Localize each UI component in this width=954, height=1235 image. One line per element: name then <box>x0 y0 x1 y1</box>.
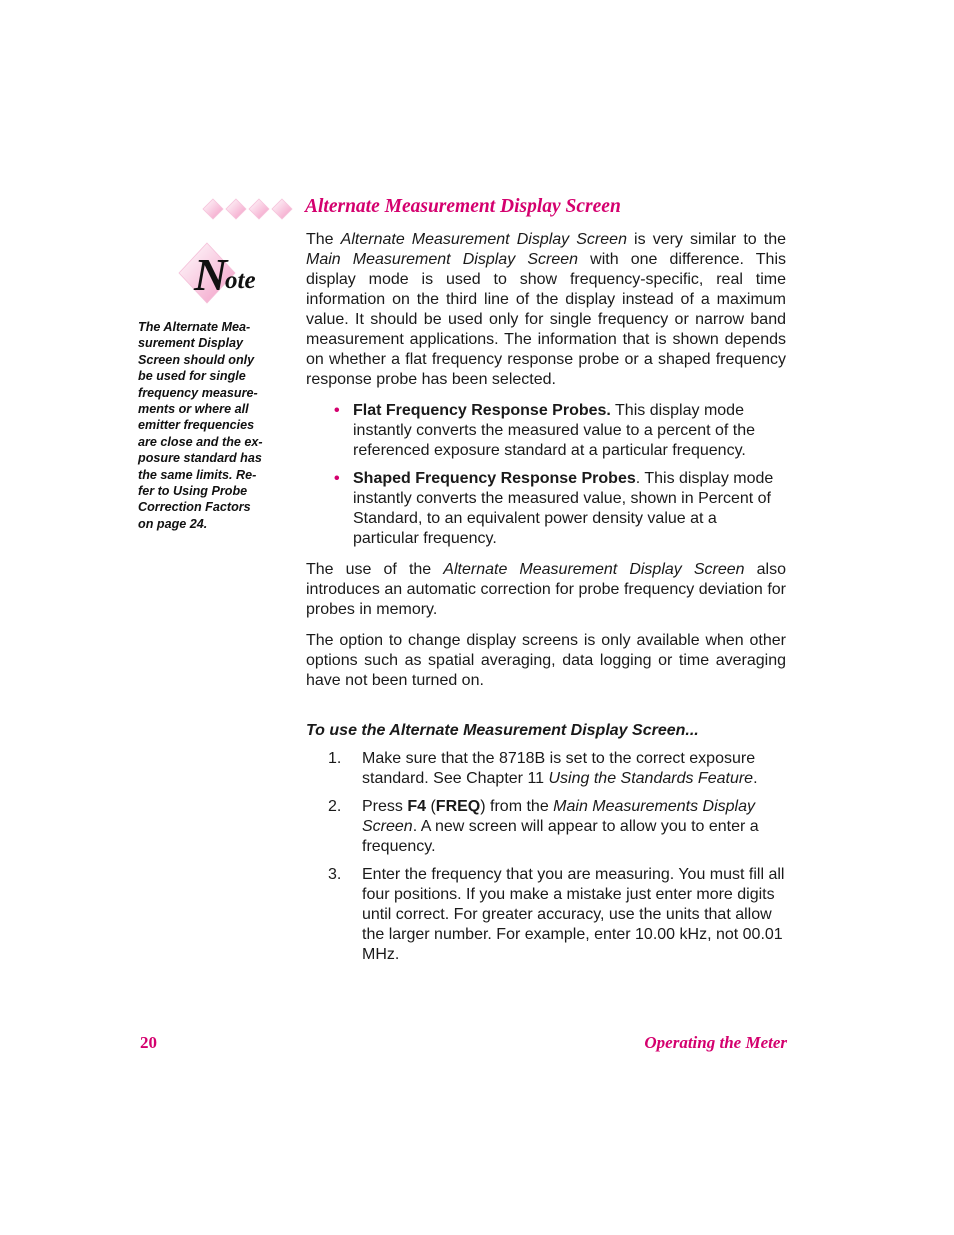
procedure-title: To use the Alternate Measurement Display Screen... <box>306 722 699 739</box>
note-logo-letter: N <box>194 249 228 300</box>
main-content <box>306 230 786 965</box>
note-line: are close and the ex- <box>138 434 263 449</box>
note-line: fer to Using Probe <box>138 484 248 499</box>
note-line: the same limits. Re- <box>138 467 257 482</box>
note-line: ments or where all <box>138 402 249 417</box>
page-number: 20 <box>140 1033 157 1052</box>
procedure-step-1: 1. Make sure that the 8718B is set to the correct exposure standard. See Chapter 11 Using the Standards Feature. <box>328 750 758 787</box>
note-sidebar-text <box>138 319 280 532</box>
note-line: Screen should only <box>138 352 255 367</box>
note-logo-icon <box>176 240 272 306</box>
note-line: posure standard has <box>138 451 262 466</box>
note-line: on page 24. <box>138 516 208 531</box>
bullet-shaped-probes: • Shaped Frequency Response Probes. This display mode instantly converts the measured value, shown in Percent of Standard, to an equivalent power density value at a particular frequency. <box>334 470 774 547</box>
section-title: Alternate Measurement Display Screen <box>305 196 621 217</box>
bullet-marker: • <box>334 470 340 487</box>
note-logo-rest: ote <box>225 267 256 294</box>
note-line: surement Display <box>138 336 243 351</box>
procedure-step-2: 2. Press F4 (FREQ) from the Main Measurements Display Screen. A new screen will appear to allow you to enter a frequency. <box>328 798 759 855</box>
chapter-title: Operating the Meter <box>644 1033 787 1052</box>
bullet-flat-probes: • Flat Frequency Response Probes. This display mode instantly converts the measured value to a percent of the referenced exposure standard at a particular frequency. <box>334 402 756 459</box>
correction-paragraph: The use of the Alternate Measurement Display Screen also introduces an automatic correction for probe frequency deviation for probes in memory. <box>306 561 787 618</box>
note-line: emitter frequencies <box>138 418 255 433</box>
note-line: The Alternate Mea- <box>138 320 251 334</box>
intro-paragraph: The Alternate Measurement Display Screen is very similar to the Main Measurement Display Screen with one difference. This display mode is used to show frequency-specific, real time information on the third line of the display instead of a maximum value. It should be used only for single frequency or narrow band measurement applications. The information that is shown depends on whether a flat frequency response probe or a shaped frequency response probe has been selected. <box>306 231 787 388</box>
note-line: frequency measure- <box>138 385 258 400</box>
diamond-bullets-icon <box>202 198 294 220</box>
note-line: be used for single <box>138 369 246 384</box>
options-paragraph: The option to change display screens is only available when other options such as spatial averaging, data logging or time averaging have not been turned on. <box>306 632 786 689</box>
note-line: Correction Factors <box>138 500 251 515</box>
procedure-step-3: 3. Enter the frequency that you are measuring. You must fill all four positions. If you make a mistake just enter more digits until correct. For greater accuracy, use the units that allow the larger number. For example, enter 10.00 kHz, not 00.01 MHz. <box>328 866 785 963</box>
bullet-marker: • <box>334 402 340 419</box>
